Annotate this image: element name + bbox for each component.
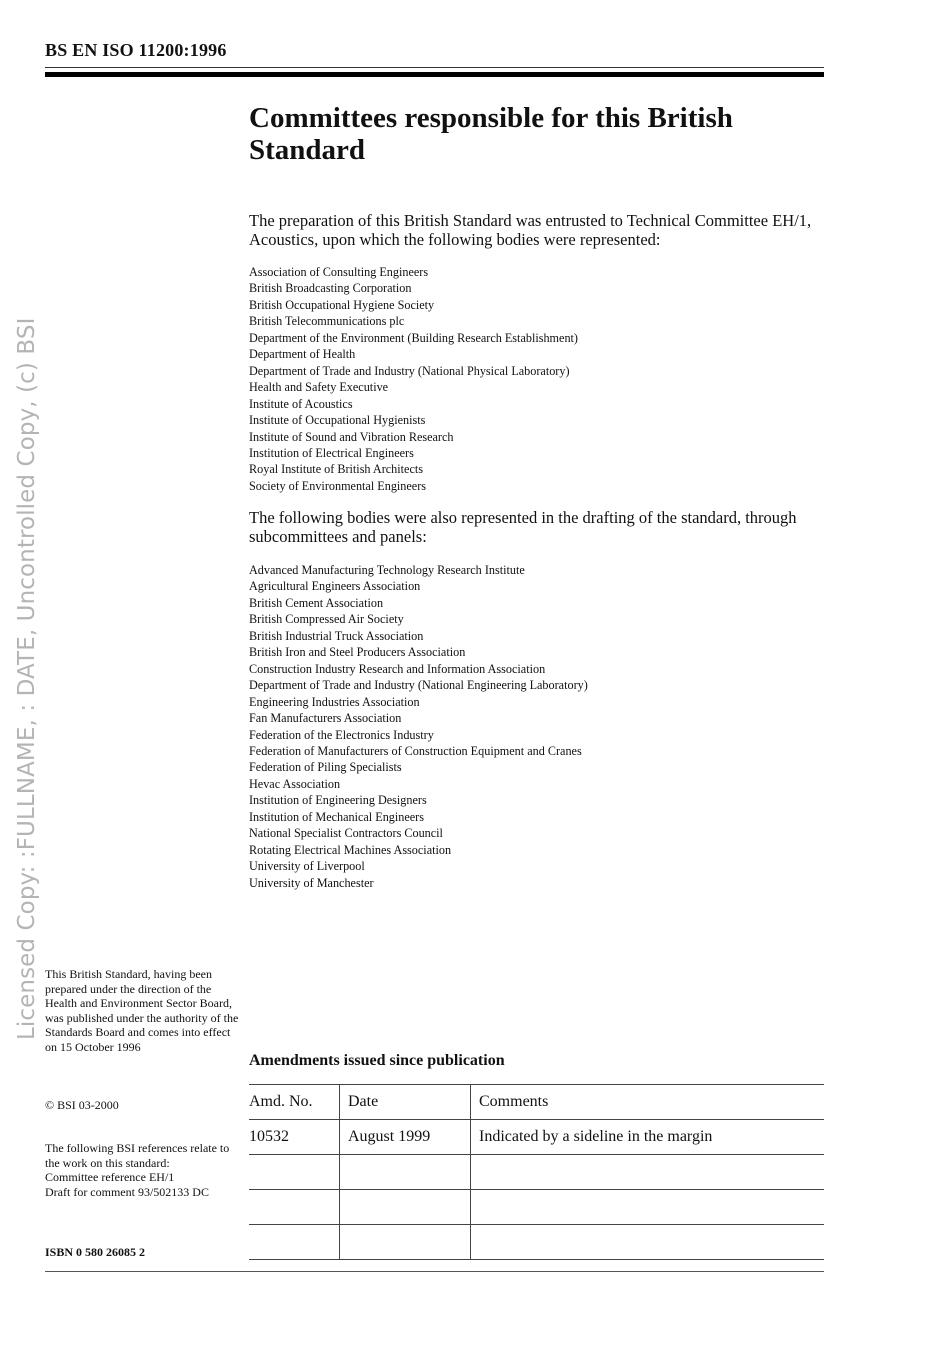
table-cell [340,1155,471,1190]
list-item: Advanced Manufacturing Technology Research Institute [249,563,525,577]
list-item: University of Manchester [249,875,374,890]
table-row [249,1155,824,1190]
intro-paragraph: The preparation of this British Standard was entrusted to Technical Committee EH/1, Acoustics, upon which the following bodies were represented: [249,211,812,249]
list-item: British Telecommunications plc [249,314,405,329]
list-item: Construction Industry Research and Information Association [249,661,546,676]
table-cell: 10532 [249,1120,340,1155]
draft-reference: Draft for comment 93/502133 DC [45,1184,209,1199]
list-item: Institution of Engineering Designers [249,793,427,808]
amendments-table [249,1084,824,1260]
list-item: British Occupational Hygiene Society [249,297,435,312]
list-item: University of Liverpool [249,859,365,874]
list-item: Institute of Sound and Vibration Research [249,429,454,444]
committee-bodies-list [249,264,578,494]
table-cell [249,1190,340,1225]
footer-rule [45,1271,824,1272]
list-item: Engineering Industries Association [249,694,420,709]
list-item: Agricultural Engineers Association [249,579,421,594]
table-cell [249,1225,340,1260]
list-item: Federation of Manufacturers of Construction Equipment and Cranes [249,743,582,758]
license-watermark: Licensed Copy: :FULLNAME, : DATE, Uncontrolled Copy, (c) BSI [14,317,40,1040]
list-item: Royal Institute of British Architects [249,462,423,477]
list-item: British Broadcasting Corporation [249,281,412,296]
list-item: Federation of Piling Specialists [249,760,402,775]
copyright-notice: © BSI 03-2000 [45,1098,119,1112]
drafting-intro-paragraph: The following bodies were also represented in the drafting of the standard, through subcommittees and panels: [249,508,797,546]
list-item: British Iron and Steel Producers Association [249,645,466,660]
table-cell [340,1190,471,1225]
list-item: British Industrial Truck Association [249,628,424,643]
table-row [249,1190,824,1225]
table-header-row [249,1085,824,1120]
table-cell [471,1155,825,1190]
list-item: Hevac Association [249,776,341,791]
drafting-bodies-list [249,562,588,891]
header-rule-thin [45,67,824,68]
list-item: British Compressed Air Society [249,612,404,627]
list-item: Rotating Electrical Machines Association [249,842,452,857]
list-item: Department of Health [249,347,356,362]
list-item: Department of Trade and Industry (National Engineering Laboratory) [249,678,588,693]
column-header: Date [340,1085,471,1120]
table-cell: Indicated by a sideline in the margin [471,1120,825,1155]
table-cell [249,1155,340,1190]
table-cell [340,1225,471,1260]
table-cell [471,1225,825,1260]
column-header: Amd. No. [249,1085,340,1120]
amendments-heading: Amendments issued since publication [249,1052,505,1069]
bsi-references [45,1141,245,1199]
list-item: Department of Trade and Industry (National Physical Laboratory) [249,363,570,378]
list-item: Institution of Mechanical Engineers [249,809,424,824]
committee-reference: Committee reference EH/1 [45,1170,175,1184]
isbn: ISBN 0 580 26085 2 [45,1245,146,1259]
list-item: Fan Manufacturers Association [249,711,402,726]
page-title: Committees responsible for this British Standard [249,102,733,166]
list-item: Department of the Environment (Building Research Establishment) [249,330,578,345]
list-item: Health and Safety Executive [249,380,389,395]
list-item: Institute of Acoustics [249,396,353,411]
list-item: Society of Environmental Engineers [249,478,427,493]
table-cell [471,1190,825,1225]
list-item: British Cement Association [249,595,384,610]
list-item: Institute of Occupational Hygienists [249,413,426,428]
list-item: Institution of Electrical Engineers [249,445,414,460]
publication-note: This British Standard, having been prepared under the direction of the Health and Environment Sector Board, was published under the authority of the Standards Board and comes into effect on 15 October 1996 [45,967,239,1054]
list-item: Federation of the Electronics Industry [249,727,434,742]
header-rule-thick [45,72,824,77]
table-row [249,1225,824,1260]
list-item: National Specialist Contractors Council [249,826,443,841]
list-item: Association of Consulting Engineers [249,265,429,279]
table-cell: August 1999 [340,1120,471,1155]
document-id: BS EN ISO 11200:1996 [45,40,227,60]
column-header: Comments [471,1085,825,1120]
references-intro: The following BSI references relate to the work on this standard: [45,1141,230,1170]
table-row [249,1120,824,1155]
